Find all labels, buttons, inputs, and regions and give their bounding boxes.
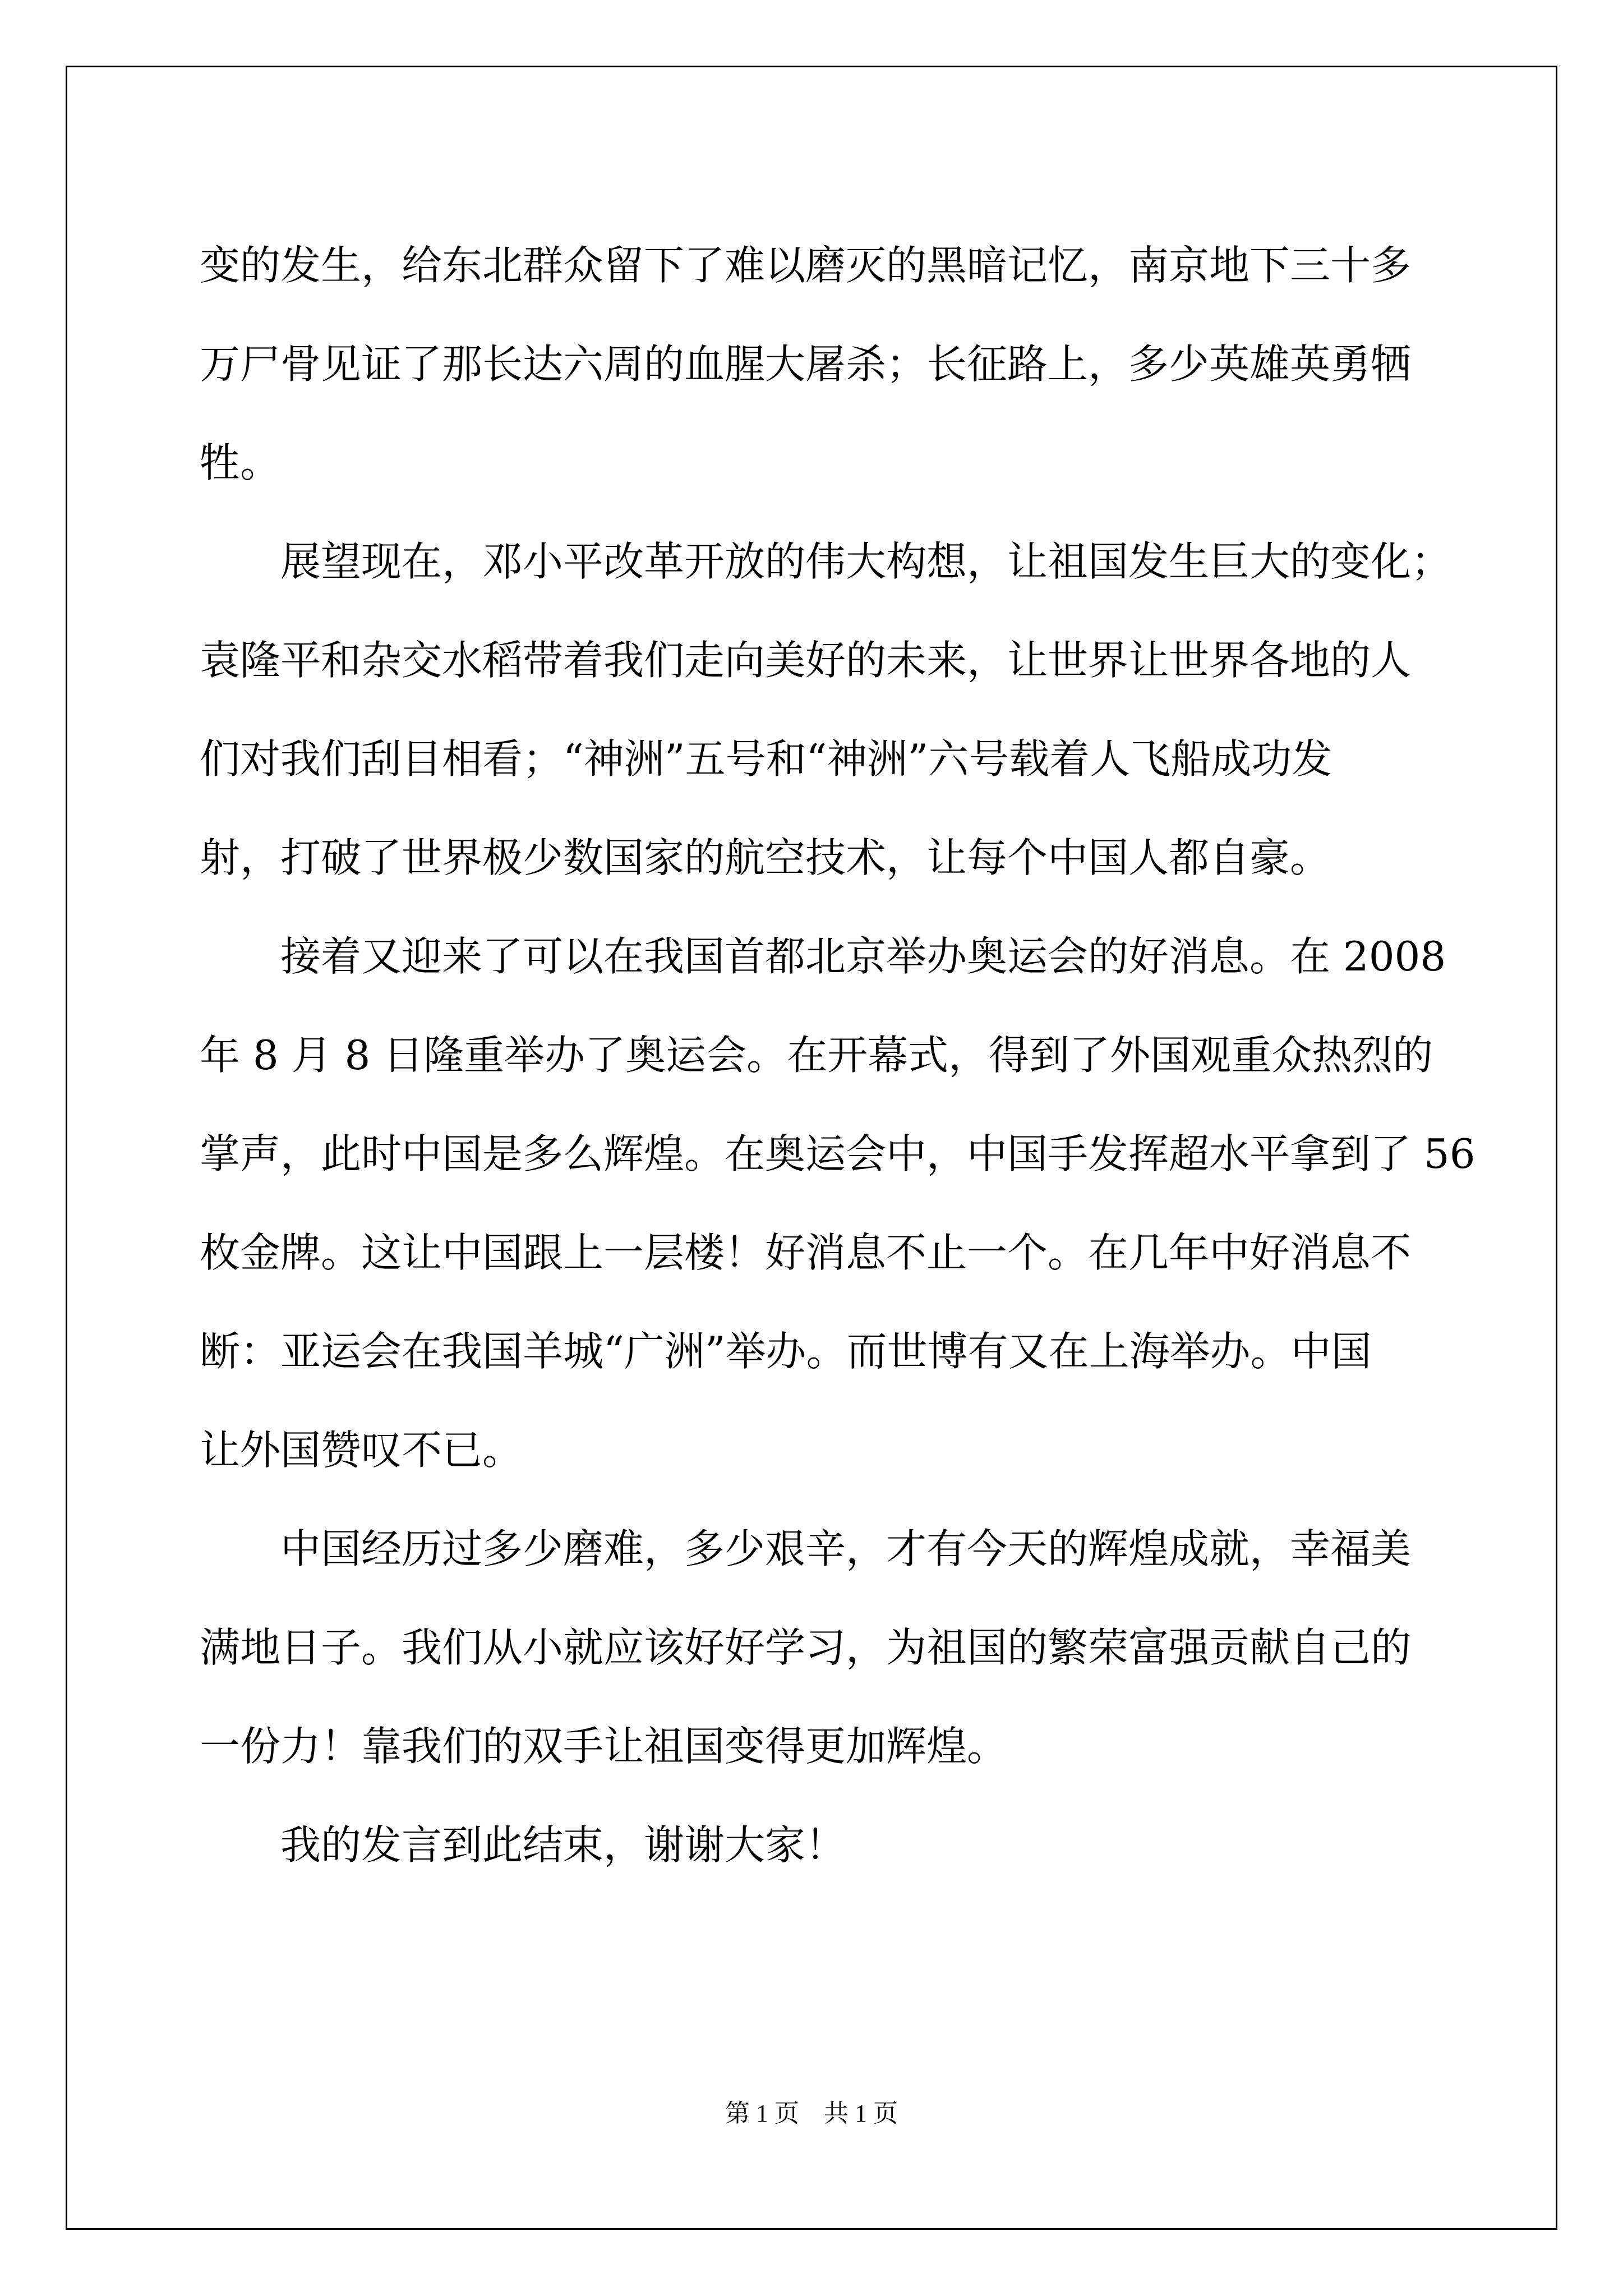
page-number-footer: 第 1 页 共 1 页 [725,2100,898,2127]
body-line: 们对我们刮目相看；“神洲”五号和“神洲”六号载着人飞船成功发 [200,735,1332,783]
body-line: 枚金牌。这让中国跟上一层楼！好消息不止一个。在几年中好消息不 [200,1229,1412,1276]
body-line: 一份力！靠我们的双手让祖国变得更加辉煌。 [200,1723,1008,1770]
document-body [200,216,1476,1894]
body-line: 牲。 [200,439,281,486]
body-line: 袁隆平和杂交水稻带着我们走向美好的未来，让世界让世界各地的人 [200,637,1412,684]
body-line: 年 8 月 8 日隆重举办了奥运会。在开幕式，得到了外国观重众热烈的 [200,1032,1433,1079]
body-line: 变的发生，给东北群众留下了难以磨灭的黑暗记忆，南京地下三十多 [200,242,1412,289]
body-line: 满地日子。我们从小就应该好好学习，为祖国的繁荣富强贡献自己的 [200,1624,1412,1671]
body-line: 万尸骨见证了那长达六周的血腥大屠杀；长征路上，多少英雄英勇牺 [200,341,1412,388]
body-line: 断：亚运会在我国羊城“广洲”举办。而世博有又在上海举办。中国 [200,1328,1372,1375]
body-line: 展望现在，邓小平改革开放的伟大构想，让祖国发生巨大的变化； [280,538,1452,585]
body-line: 我的发言到此结束，谢谢大家！ [280,1821,846,1869]
body-line: 射，打破了世界极少数国家的航空技术，让每个中国人都自豪。 [200,834,1331,881]
body-line: 让外国赞叹不已。 [200,1427,523,1474]
body-line: 掌声，此时中国是多么辉煌。在奥运会中，中国手发挥超水平拿到了 56 [200,1130,1476,1177]
body-line: 接着又迎来了可以在我国首都北京举办奥运会的好消息。在 2008 [280,933,1446,980]
body-line: 中国经历过多少磨难，多少艰辛，才有今天的辉煌成就，幸福美 [280,1525,1412,1572]
